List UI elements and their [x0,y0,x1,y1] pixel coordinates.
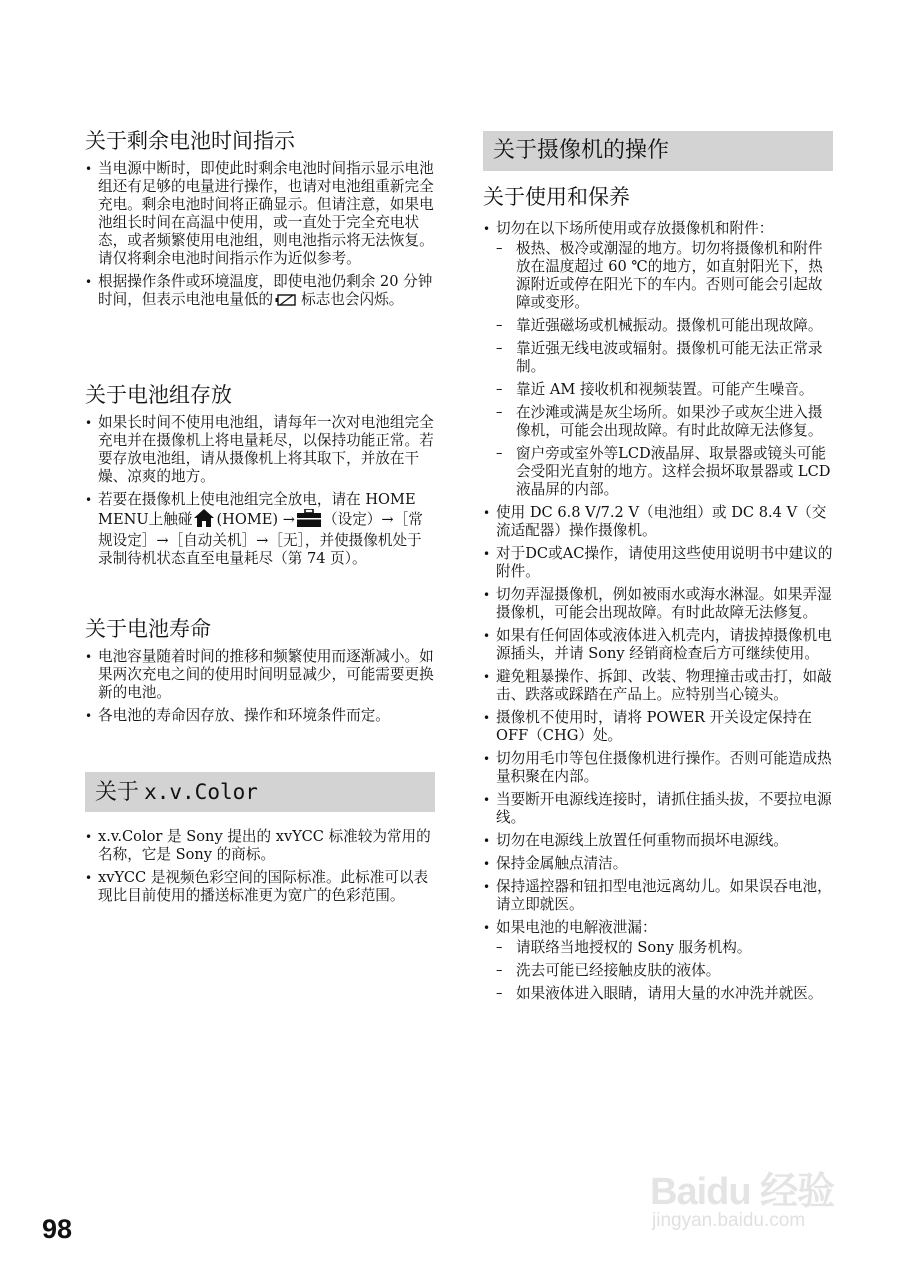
section-title-battery-life: 关于电池寿命 [85,617,211,641]
banner-title: 关于摄像机的操作 [493,138,670,163]
sub-list [496,939,833,1003]
list-item [483,586,833,622]
item-text: 避免粗暴操作、拆卸、改装、物理撞击或击打，如敲击、跌落或踩踏在产品上。应特别当心镜头。 [496,668,832,703]
list-item [483,855,833,873]
item-text: 切勿用毛巾等包住摄像机进行操作。否则可能造成热量积聚在内部。 [496,750,832,785]
sub-list [496,240,833,499]
item-text: 对于DC或AC操作，请使用这些使用说明书中建议的附件。 [496,545,833,580]
item-text: 保持遥控器和钮扣型电池远离幼儿。如果误吞电池，请立即就医。 [496,878,832,913]
banner-title-prefix: 关于 [95,780,140,805]
battery-storage-list [85,414,435,573]
list-item: • x.v.Color 是 Sony 提出的 xvYCC 标准较为常用的名称，它是 Sony 的商标。 [85,828,435,864]
watermark-url: jingyan.baidu.com [652,1210,806,1231]
list-item [483,220,833,499]
sub-list-item: – 靠近强磁场或机械振动。摄像机可能出现故障。 [496,317,833,335]
list-item [483,919,833,1003]
list-item [483,545,833,581]
xvcolor-banner [85,772,435,812]
list-item [483,832,833,850]
list-item [483,791,833,827]
item-text: 如果电池的电解液泄漏： [496,919,657,936]
list-item: • xvYCC 是视频色彩空间的国际标准。此标准可以表现比目前使用的播送标准更为宽广的色彩范围。 [85,869,435,905]
use-care-list [483,220,833,1008]
item-text: （设定）→［常规设定］→［自动关机］→［无］，并使摄像机处于录制待机状态直至电量耗尽（第 74 页）。 [98,511,423,567]
battery-life-list [85,648,435,730]
battery-low-icon [275,293,299,312]
sub-list-item: – 窗户旁或室外等LCD液晶屏、取景器或镜头可能会受阳光直射的地方。这样会损坏取景器或 LCD 液晶屏的内部。 [496,445,833,499]
list-item [483,668,833,704]
sub-list-item: – 如果液体进入眼睛，请用大量的水冲洗并就医。 [496,985,833,1003]
item-text: 使用 DC 6.8 V/7.2 V（电池组）或 DC 8.4 V（交流适配器）操作摄像机。 [496,504,827,539]
item-text: 切勿弄湿摄像机，例如被雨水或海水淋湿。如果弄湿摄像机，可能会出现故障。有时此故障无法修复。 [496,586,832,621]
list-item [483,878,833,914]
battery-time-list [85,160,435,317]
list-item: • 电池容量随着时间的推移和频繁使用而逐渐减小。如果两次充电之间的使用时间明显减少，可能需要更换新的电池。 [85,648,435,702]
item-text: 保持金属触点清洁。 [496,855,628,872]
item-text: 根据操作条件或环境温度，即使电池仍剩余 20 分钟时间，但表示电池电量低的 [98,273,433,308]
watermark-logo: Baidu 经验 [650,1171,835,1213]
item-text: 若要在摄像机上使电池组完全放电，请在 HOME MENU上触碰 [98,491,416,528]
page-number: 98 [42,1214,73,1244]
camera-operation-banner [483,131,833,171]
banner-title-term: x.v.Color [144,780,258,804]
list-item: • 各电池的寿命因存放、操作和环境条件而定。 [85,707,435,725]
sub-list-item: – 在沙滩或满是灰尘场所。如果沙子或灰尘进入摄像机，可能会出现故障。有时此故障无法修复。 [496,404,833,440]
item-text: (HOME) → [216,511,295,528]
sub-list-item: – 靠近强无线电波或辐射。摄像机可能无法正常录制。 [496,340,833,376]
item-text: 标志也会闪烁。 [301,291,404,308]
sub-list-item: – 洗去可能已经接触皮肤的液体。 [496,962,833,980]
section-title-battery-storage: 关于电池组存放 [85,383,232,407]
section-title-use-care: 关于使用和保养 [483,185,630,209]
list-item [483,750,833,786]
list-item [483,504,833,540]
item-text: 切勿在电源线上放置任何重物而损坏电源线。 [496,832,788,849]
baidu-watermark [642,1158,852,1238]
list-item: • 如果长时间不使用电池组，请每年一次对电池组完全充电并在摄像机上将电量耗尽，以保持功能正常。若要存放电池组，请从摄像机上将其取下，并放在干燥、凉爽的地方。 [85,414,435,486]
item-text: 切勿在以下场所使用或存放摄像机和附件： [496,220,774,237]
xvcolor-list [85,828,435,910]
list-item [483,627,833,663]
section-title-battery-time: 关于剩余电池时间指示 [85,129,295,153]
sub-list-item: – 极热、极冷或潮湿的地方。切勿将摄像机和附件放在温度超过 60 ℃的地方，如直射阳光下，热源附近或停在阳光下的车内。否则可能会引起故障或变形。 [496,240,833,312]
list-item [85,491,435,568]
list-item: • 当电源中断时，即使此时剩余电池时间指示显示电池组还有足够的电量进行操作，也请对电池组重新完全充电。剩余电池时间将正确显示。但请注意，如果电池组长时间在高温中使用，或一直处于完全充电状态，或者频繁使用电池组，则电池指示将无法恢复。请仅将剩余电池时间指示作为近似参考。 [85,160,435,268]
home-icon [194,509,214,532]
item-text: 如果有任何固体或液体进入机壳内，请拔掉摄像机电源插头，并请 Sony 经销商检查后方可继续使用。 [496,627,832,662]
toolbox-settings-icon [297,509,321,532]
item-text: 摄像机不使用时，请将 POWER 开关设定保持在 OFF（CHG）处。 [496,709,812,744]
list-item [483,709,833,745]
sub-list-item: – 请联络当地授权的 Sony 服务机构。 [496,939,833,957]
list-item [85,273,435,312]
item-text: 当要断开电源线连接时，请抓住插头拔，不要拉电源线。 [496,791,832,826]
sub-list-item: – 靠近 AM 接收机和视频装置。可能产生噪音。 [496,381,833,399]
